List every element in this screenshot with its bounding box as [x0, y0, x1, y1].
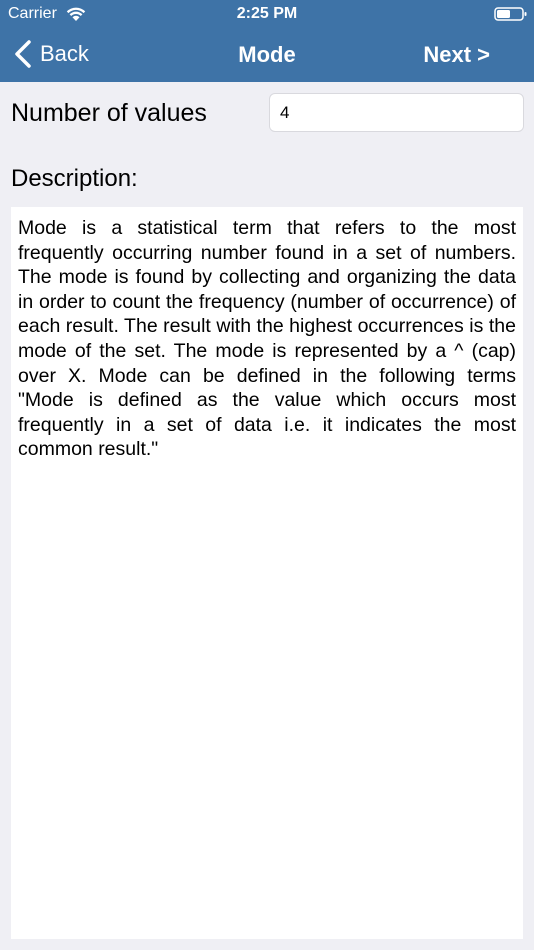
number-of-values-input[interactable]	[269, 93, 524, 132]
description-heading: Description:	[11, 165, 138, 192]
battery-icon	[494, 6, 528, 22]
top-bar	[0, 0, 534, 82]
status-time: 2:25 PM	[236, 5, 298, 22]
carrier-label: Carrier	[8, 5, 57, 22]
status-bar	[0, 0, 534, 28]
description-text: Mode is a statistical term that refers to the most frequently occurring number found in a set of numbers. The mode is found by collecting and organizing the data in order to count the frequency (number of occurrence) of each result. The result with the highest occurrences is the mode of the set. The mode is represented by a ^ (cap) over X. Mode can be defined in the following terms "Mode is defined as the value which occurs most frequently in a set of data i.e. it indicates the most common result."	[11, 207, 523, 939]
navigation-bar	[0, 28, 534, 82]
next-button[interactable]: Next >	[423, 42, 490, 67]
number-of-values-label: Number of values	[11, 99, 207, 127]
back-button-label: Back	[40, 41, 89, 66]
page-title: Mode	[238, 42, 296, 67]
